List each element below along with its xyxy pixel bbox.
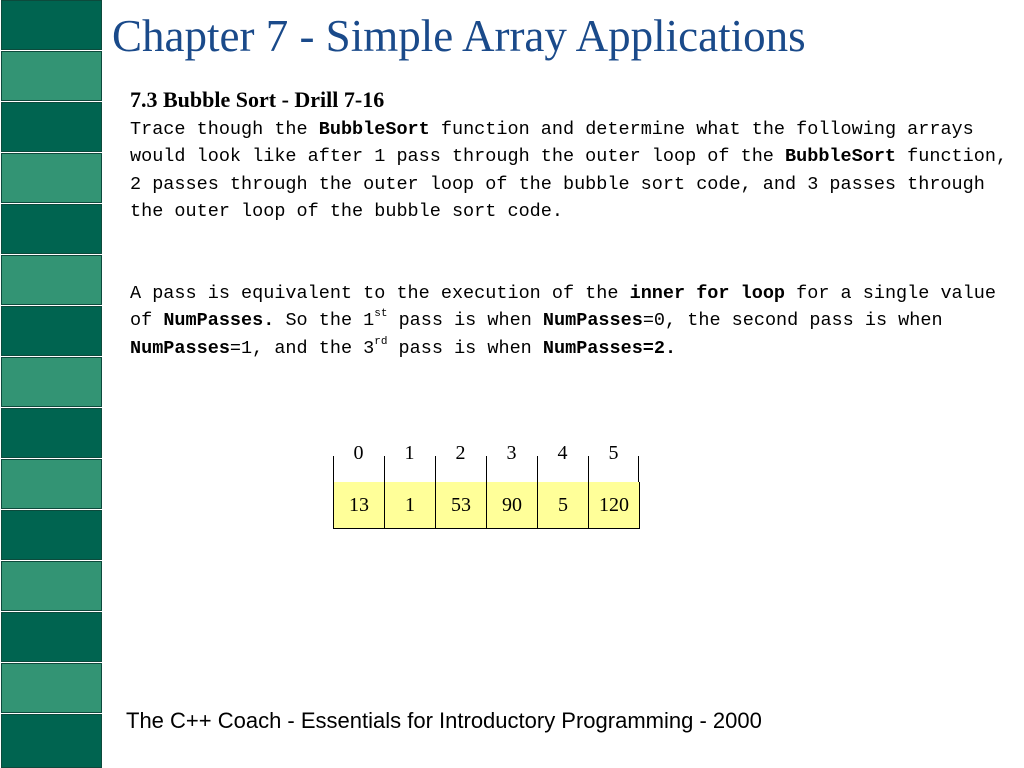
array-index: 3 [486,438,537,482]
stripe-block [1,510,102,560]
stripe-block [1,357,102,407]
text: =1, and the 3 [229,337,375,359]
ordinal-suffix: st [374,308,388,321]
stripe-block [1,459,102,509]
array-value-row [333,482,640,529]
slide-title: Chapter 7 - Simple Array Applications [112,11,806,61]
stripe-block [1,153,102,203]
stripe-block [1,714,102,768]
code-term: NumPasses [542,310,643,332]
stripe-block [1,102,102,152]
array-index: 4 [537,438,588,482]
array-index: 0 [333,438,384,482]
array-cell: 1 [385,482,436,528]
text: function, 2 passes through the outer loop of the bubble sort code, and 3 passes through the outer loop of the bubble sort code. [130,146,1008,223]
text: function and determine what the following arrays would look like after 1 pass through the outer loop of the [130,119,974,168]
code-term: BubbleSort [785,146,897,168]
stripe-block [1,561,102,611]
code-term: NumPasses=2. [542,337,677,359]
text: for a single value of [130,283,996,332]
instructions-paragraph [130,116,1010,226]
slide-footer: The C++ Coach - Essentials for Introductory Programming - 2000 [126,708,762,733]
array-cell: 90 [487,482,538,528]
stripe-block [1,663,102,713]
decorative-sidebar-stripe [0,0,104,768]
drill-heading: 7.3 Bubble Sort - Drill 7-16 [130,87,385,112]
array-index: 5 [588,438,639,482]
stripe-block [1,306,102,356]
pass-definition-paragraph [130,280,1010,362]
array-cell: 13 [334,482,385,528]
text: A pass is equivalent to the execution of the [130,283,630,304]
code-term: NumPasses [130,337,230,359]
array-cell: 120 [589,482,640,528]
text: Trace though the [130,119,319,140]
stripe-block [1,51,102,101]
code-term: BubbleSort [318,119,430,140]
ordinal-suffix: rd [374,335,388,348]
code-term: inner for loop [629,283,786,304]
array-index-row [333,438,640,482]
array-index: 2 [435,438,486,482]
stripe-block [1,255,102,305]
stripe-block [1,0,102,50]
text: pass is when [387,310,543,332]
text: =0, the second pass is when [642,310,943,332]
array-diagram [333,438,640,529]
text: So the 1 [274,310,375,332]
array-cell: 5 [538,482,589,528]
text: pass is when [387,337,543,359]
array-index: 1 [384,438,435,482]
array-cell: 53 [436,482,487,528]
stripe-block [1,408,102,458]
stripe-block [1,204,102,254]
code-term: NumPasses. [163,310,275,332]
stripe-block [1,612,102,662]
